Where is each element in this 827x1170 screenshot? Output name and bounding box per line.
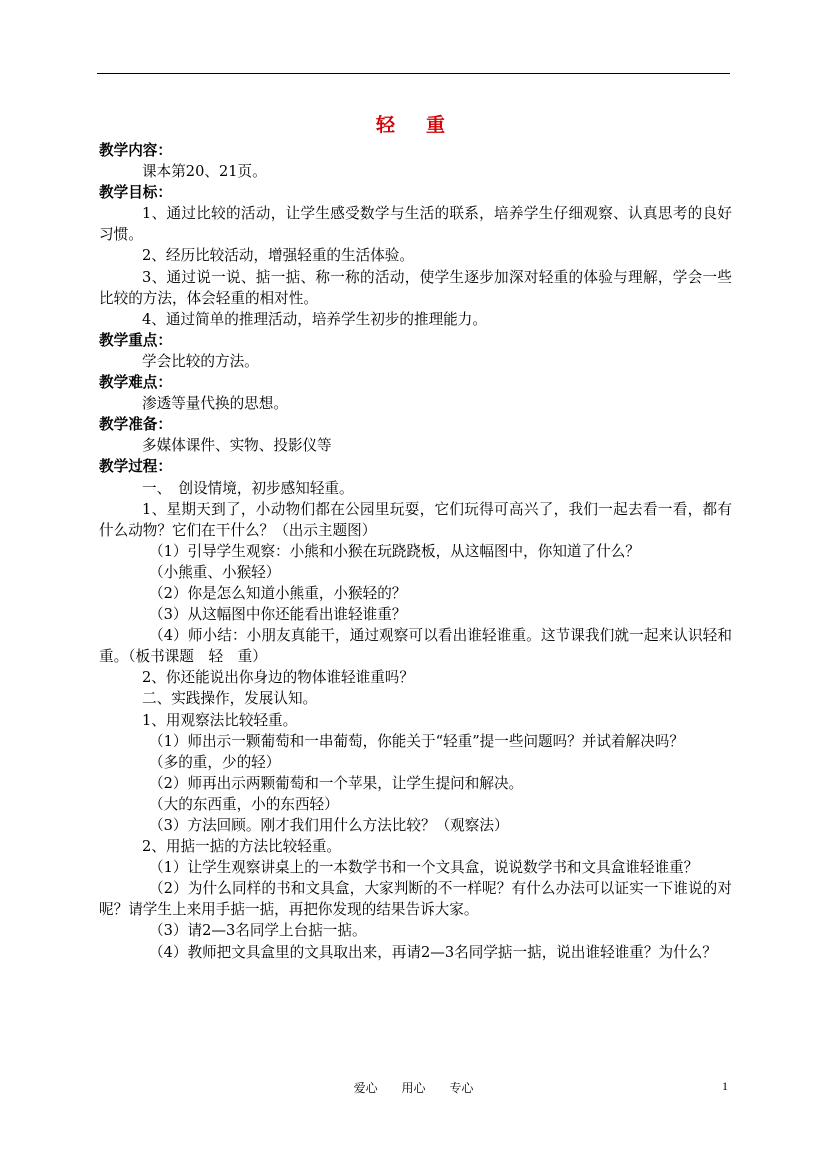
paragraph: （多的重，少的轻） [149, 753, 281, 771]
paragraph: 学会比较的方法。 [142, 352, 259, 370]
paragraph: （4）教师把文具盒里的文具取出来，再请2—3名同学掂一掂，说出谁轻谁重？为什么？ [149, 943, 717, 961]
header-rule [97, 73, 730, 74]
page-number: 1 [722, 1079, 728, 1093]
paragraph: （1）师出示一颗葡萄和一串葡萄，你能关于“轻重”提一些问题吗？并试着解决吗？ [149, 732, 684, 750]
paragraph: 3、通过说一说、掂一掂、称一称的活动，使学生逐步加深对轻重的体验与理解，学会一些比较的方法，体会轻重的相对性。 [99, 268, 732, 307]
paragraph: 二、实践操作，发展认知。 [142, 690, 318, 708]
section-heading-preparation: 教学准备： [99, 416, 172, 434]
paragraph: 4、通过简单的推理活动，培养学生初步的推理能力。 [142, 310, 487, 328]
section-heading-difficulties: 教学难点： [99, 374, 172, 392]
document-title: 轻 重 [375, 114, 451, 136]
paragraph: （小熊重、小猴轻） [149, 563, 281, 581]
paragraph: （3）方法回顾。刚才我们用什么方法比较？（观察法） [149, 817, 509, 834]
paragraph: （大的东西重，小的东西轻） [149, 795, 339, 813]
footer-item: 爱心 [353, 1081, 378, 1095]
paragraph: 多媒体课件、实物、投影仪等 [142, 437, 332, 455]
footer-item: 用心 [401, 1081, 426, 1095]
paragraph: 渗透等量代换的思想。 [142, 395, 288, 413]
paragraph: 一、 创设情境，初步感知轻重。 [142, 479, 354, 497]
paragraph: 1、通过比较的活动，让学生感受数学与生活的联系，培养学生仔细观察、认真思考的良好习惯。 [99, 205, 732, 244]
paragraph: （2）你是怎么知道小熊重，小猴轻的？ [149, 584, 407, 602]
section-heading-key-points: 教学重点： [99, 331, 172, 349]
paragraph: （2）为什么同样的书和文具盒，大家判断的不一样呢？有什么办法可以证实一下谁说的对呢？请学生上来用手掂一掂，再把你发现的结果告诉大家。 [99, 880, 732, 919]
page-footer [0, 1079, 827, 1096]
document-body [99, 140, 732, 963]
paragraph: 2、用掂一掂的方法比较轻重。 [142, 838, 342, 856]
paragraph: 1、用观察法比较轻重。 [142, 711, 298, 729]
section-heading-content: 教学内容： [99, 142, 172, 159]
paragraph: （3）请2—3名同学上台掂一掂。 [149, 922, 367, 940]
footer-item: 专心 [449, 1081, 474, 1095]
paragraph: （2）师再出示两颗葡萄和一个苹果，让学生提问和解决。 [149, 774, 524, 792]
paragraph: （4）师小结：小朋友真能干，通过观察可以看出谁轻谁重。这节课我们就一起来认识轻和重。（板书课题 轻 重） [99, 627, 732, 666]
section-heading-process: 教学过程： [99, 458, 172, 476]
section-heading-objectives: 教学目标： [99, 184, 172, 202]
paragraph: 1、星期天到了，小动物们都在公园里玩耍，它们玩得可高兴了，我们一起去看一看，都有什么动物？它们在干什么？（出示主题图） [99, 500, 732, 539]
paragraph: 2、经历比较活动，增强轻重的生活体验。 [142, 247, 414, 265]
paragraph: 2、你还能说出你身边的物体谁轻谁重吗？ [142, 669, 414, 687]
paragraph: （1）让学生观察讲桌上的一本数学书和一个文具盒，说说数学书和文具盒谁轻谁重？ [149, 859, 699, 877]
paragraph: （3）从这幅图中你还能看出谁轻谁重？ [149, 606, 407, 624]
paragraph: （1）引导学生观察：小熊和小猴在玩跷跷板，从这幅图中，你知道了什么？ [149, 542, 640, 560]
paragraph: 课本第20、21页。 [142, 163, 267, 181]
